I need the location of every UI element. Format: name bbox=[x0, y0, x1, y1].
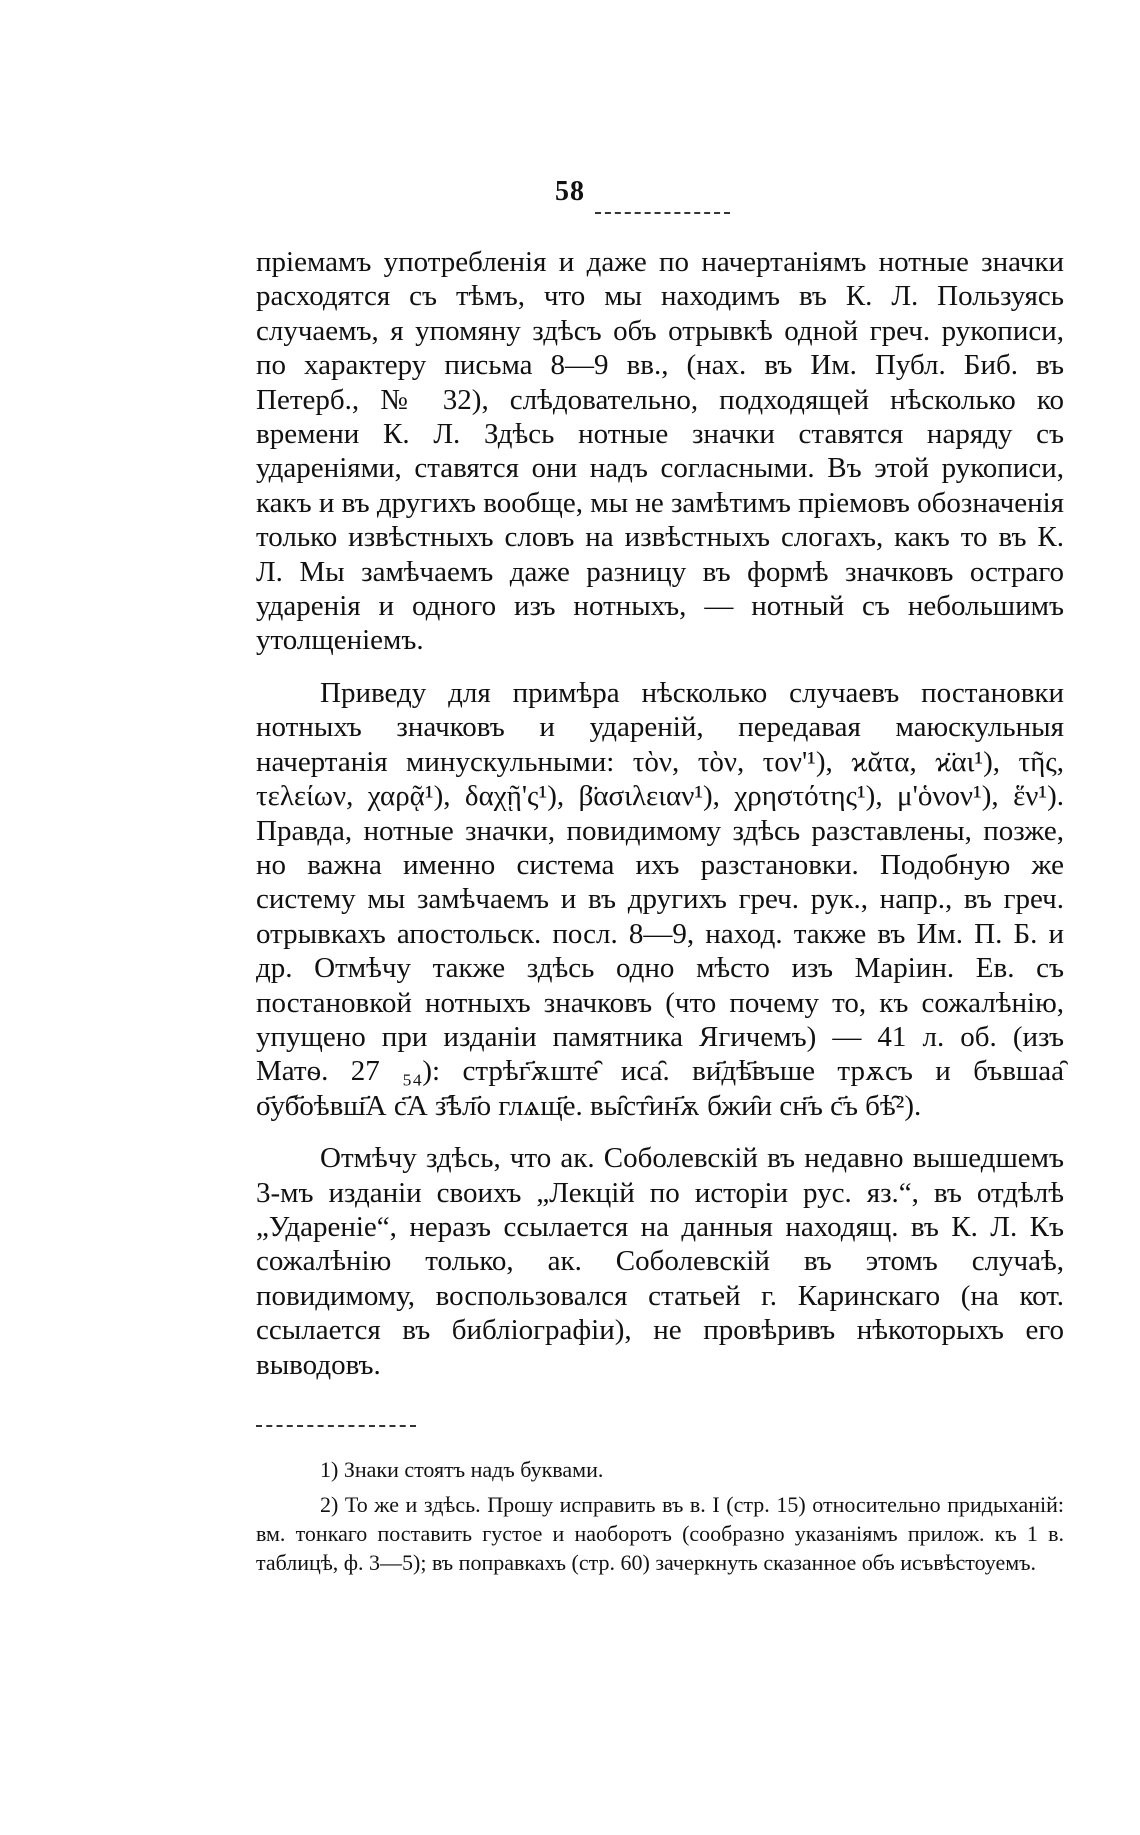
footnote-1: 1) Знаки стоятъ надъ буквами. bbox=[320, 1457, 604, 1482]
header-rule bbox=[595, 212, 730, 214]
paragraph-2: Приведу для примѣра нѣсколько случаевъ постановки нотныхъ значковъ и удареній, передавая маюскульныя начертанія минускульными: τὸν, τὸν, τον'¹), ϰᾰτα, ϰ̈αι¹), τῆς, τελείων, χαρᾷ¹), δαχῇ'ς¹), β̈ασιλειαν¹), χρηστότης¹), μ'ὁνον¹), ἕν¹). Правда, нотные значки, повидимому здѣсь разставлены, позже, но важна именно система ихъ разстановки. Подобную же систему мы замѣчаемъ и въ другихъ греч. рук., напр., въ греч. отрывкахъ апостольск. посл. 8—9, наход. также въ Им. П. Б. и др. Отмѣчу также здѣсь одно мѣсто изъ Маріин. Ев. съ постановкой нотныхъ значковъ (что почему то, къ сожалѣнію, упущено при изданіи памятника Ягичемъ) — 41 л. об. (изъ Матѳ. 27 ₅₄): стрѣг҃ѫште̑ иса̑. ви҃дѣ҃въше трѫсъ и бъвшаа̑ о҃уб҃оѣвш҃А с҃А з҃ѣл҃о глѧщ҃е. вы̑ст̑ин҃ѫ бжи̑и сн҃ъ с҃ъ бѣ̑²). bbox=[256, 676, 1064, 1122]
page-number: 58 bbox=[555, 176, 585, 207]
footnote-rule bbox=[256, 1425, 416, 1427]
paragraph-3: Отмѣчу здѣсь, что ак. Соболевскій въ недавно вышедшемъ 3-мъ изданіи своихъ „Лекцій по исторіи рус. яз.“, въ отдѣлѣ „Удареніе“, неразъ ссылается на данныя находящ. въ К. Л. Къ сожалѣнію только, ак. Соболевскій въ этомъ случаѣ, повидимому, воспользовался статьей г. Каринскаго (на кот. ссылается въ библіографіи), не провѣривъ нѣкоторыхъ его выводовъ. bbox=[256, 1142, 1064, 1381]
footnotes bbox=[256, 1455, 1064, 1583]
paragraph-1: пріемамъ употребленія и даже по начертаніямъ нотные значки расходятся съ тѣмъ, что мы находимъ въ К. Л. Пользуясь случаемъ, я упомяну здѣсъ объ отрывкѣ одной греч. рукописи, по характеру письма 8—9 вв., (нах. въ Им. Публ. Биб. въ Петерб., № 32), слѣдовательно, подходящей нѣсколько ко времени К. Л. Здѣсь нотные значки ставятся наряду съ удареніями, ставятся они надъ согласными. Въ этой рукописи, какъ и въ другихъ вообще, мы не замѣтимъ пріемовъ обозначенія только извѣстныхъ словъ на извѣстныхъ слогахъ, какъ то въ К. Л. Мы замѣчаемъ даже разницу въ формѣ значковъ остраго ударенія и одного изъ нотныхъ, — нотный съ небольшимъ утолщеніемъ. bbox=[256, 246, 1064, 657]
body-text bbox=[256, 245, 1064, 1382]
footnote-2: 2) То же и здѣсь. Прошу исправить въ в. I (стр. 15) относительно придыханій: вм. тонкаго поставить густое и наоборотъ (сообразно указаніямъ прилож. къ 1 в. таблицѣ, ф. 3—5); въ поправкахъ (стр. 60) зачеркнуть сказанное объ исъвѣстоуемъ. bbox=[256, 1492, 1064, 1575]
